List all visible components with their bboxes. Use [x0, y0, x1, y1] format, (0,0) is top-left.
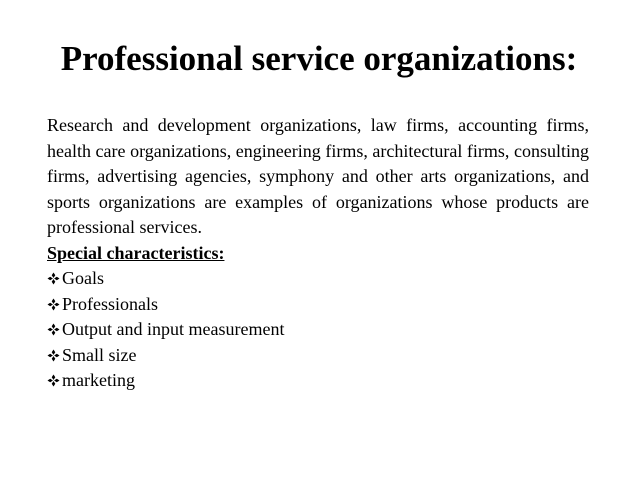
list-item	[47, 343, 589, 369]
four-diamond-bullet-icon	[47, 272, 60, 285]
special-characteristics-heading: Special characteristics:	[47, 242, 225, 263]
bullet-label: Output and input measurement	[62, 319, 285, 339]
bullet-label: Professionals	[62, 293, 158, 314]
list-item	[47, 317, 589, 343]
list-item	[47, 368, 589, 394]
bullet-label: marketing	[62, 370, 135, 390]
four-diamond-bullet-icon	[47, 374, 60, 387]
list-item	[47, 292, 589, 318]
slide-title: Professional service organizations:	[60, 39, 578, 78]
four-diamond-bullet-icon	[47, 349, 60, 362]
bullet-label: Small size	[62, 344, 137, 365]
four-diamond-bullet-icon	[47, 323, 60, 336]
characteristics-list	[47, 266, 589, 394]
description-paragraph: Research and development organizations, law firms, accounting firms, health care organizations, engineering firms, architectural firms, consulting firms, advertising agencies, symphony and other arts organizations, and sports organizations are examples of organizations whose products are professional services.	[47, 115, 589, 237]
slide-body	[47, 113, 589, 394]
four-diamond-bullet-icon	[47, 298, 60, 311]
bullet-label: Goals	[62, 268, 104, 288]
list-item	[47, 266, 589, 292]
